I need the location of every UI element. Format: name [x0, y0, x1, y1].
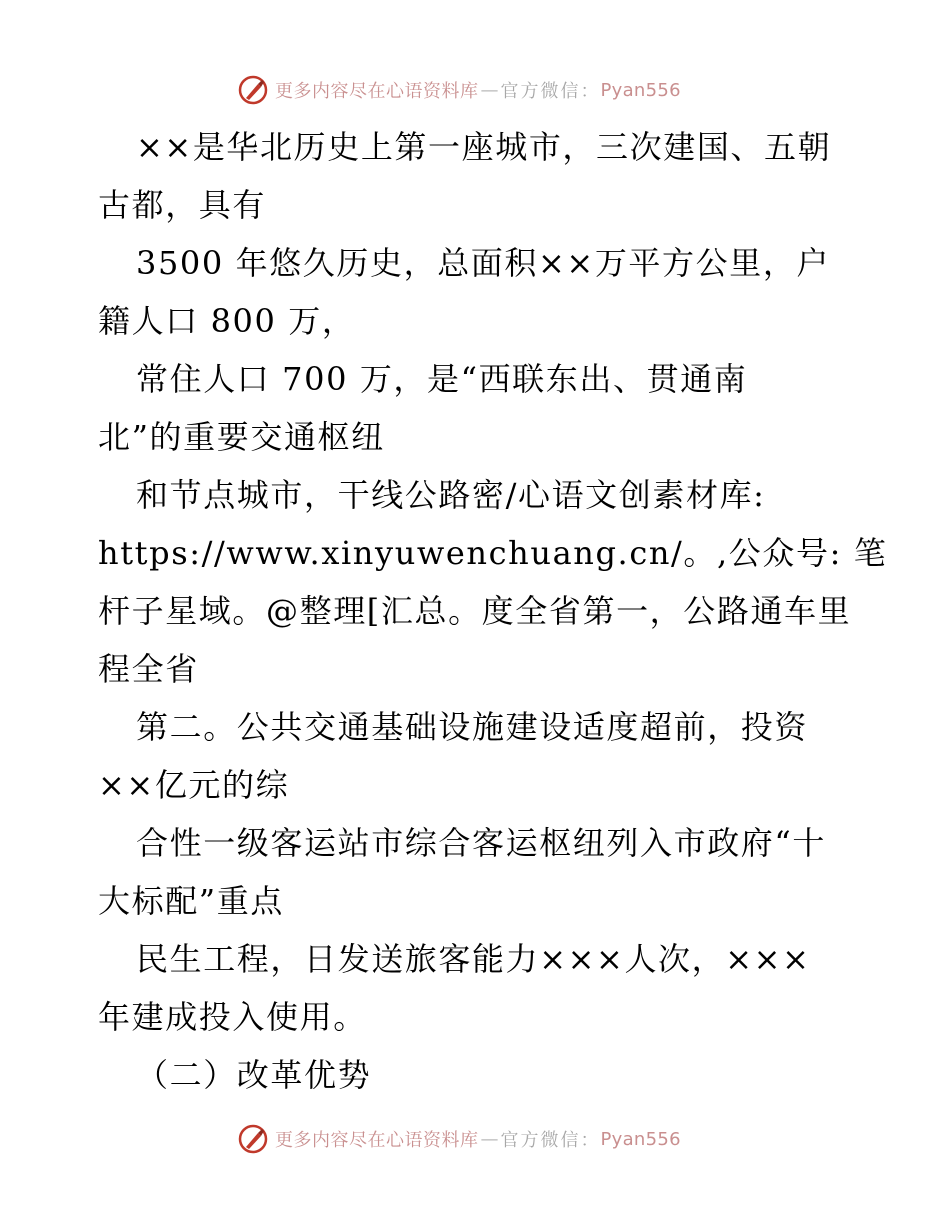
body-text-line: 年建成投入使用。	[98, 998, 367, 1036]
body-text-line: 民生工程，日发送旅客能力×××人次，×××	[136, 940, 811, 978]
body-text-line: ××亿元的综	[98, 766, 290, 804]
footer-watermark	[237, 1122, 681, 1156]
pen-logo-icon	[237, 1123, 269, 1155]
watermark-separator: —	[480, 79, 499, 101]
body-text-line: 古都，具有	[98, 186, 267, 224]
body-text-line: 3500 年悠久历史，总面积××万平方公里，户	[136, 244, 831, 282]
body-text-line: 杆子星域。@整理[汇总。度全省第一，公路通车里	[98, 592, 852, 630]
body-text-line: 籍人口 800 万，	[98, 302, 356, 340]
body-text-line: 大标配”重点	[98, 882, 284, 920]
watermark-main-text: 更多内容尽在心语资料库	[275, 1130, 479, 1151]
body-text-line: ××是华北历史上第一座城市，三次建国、五朝	[136, 128, 832, 166]
body-text-line: （二）改革优势	[136, 1056, 372, 1094]
header-watermark	[237, 73, 681, 107]
body-text-line: 北”的重要交通枢纽	[98, 418, 385, 456]
body-text-line: 和节点城市，干线公路密/心语文创素材库:	[136, 476, 766, 514]
watermark-main-text: 更多内容尽在心语资料库	[275, 81, 479, 102]
body-text-line: 常住人口 700 万，是“西联东出、贯通南	[136, 360, 748, 398]
pen-logo-icon	[237, 74, 269, 106]
watermark-wechat-id: Pyan556	[600, 79, 681, 101]
body-text-line: 合性一级客运站市综合客运枢纽列入市政府“十	[136, 824, 826, 862]
body-text-line: 第二。公共交通基础设施建设适度超前，投资	[136, 708, 809, 746]
watermark-wechat-label: 官方微信：	[500, 1130, 601, 1151]
body-text-line: https://www.xinyuwenchuang.cn/。,公众号: 笔	[98, 534, 888, 572]
document-body	[98, 118, 888, 1104]
watermark-wechat-label: 官方微信：	[500, 81, 601, 102]
body-text-line: 程全省	[98, 650, 199, 688]
watermark-separator: —	[480, 1128, 499, 1150]
watermark-wechat-id: Pyan556	[600, 1128, 681, 1150]
